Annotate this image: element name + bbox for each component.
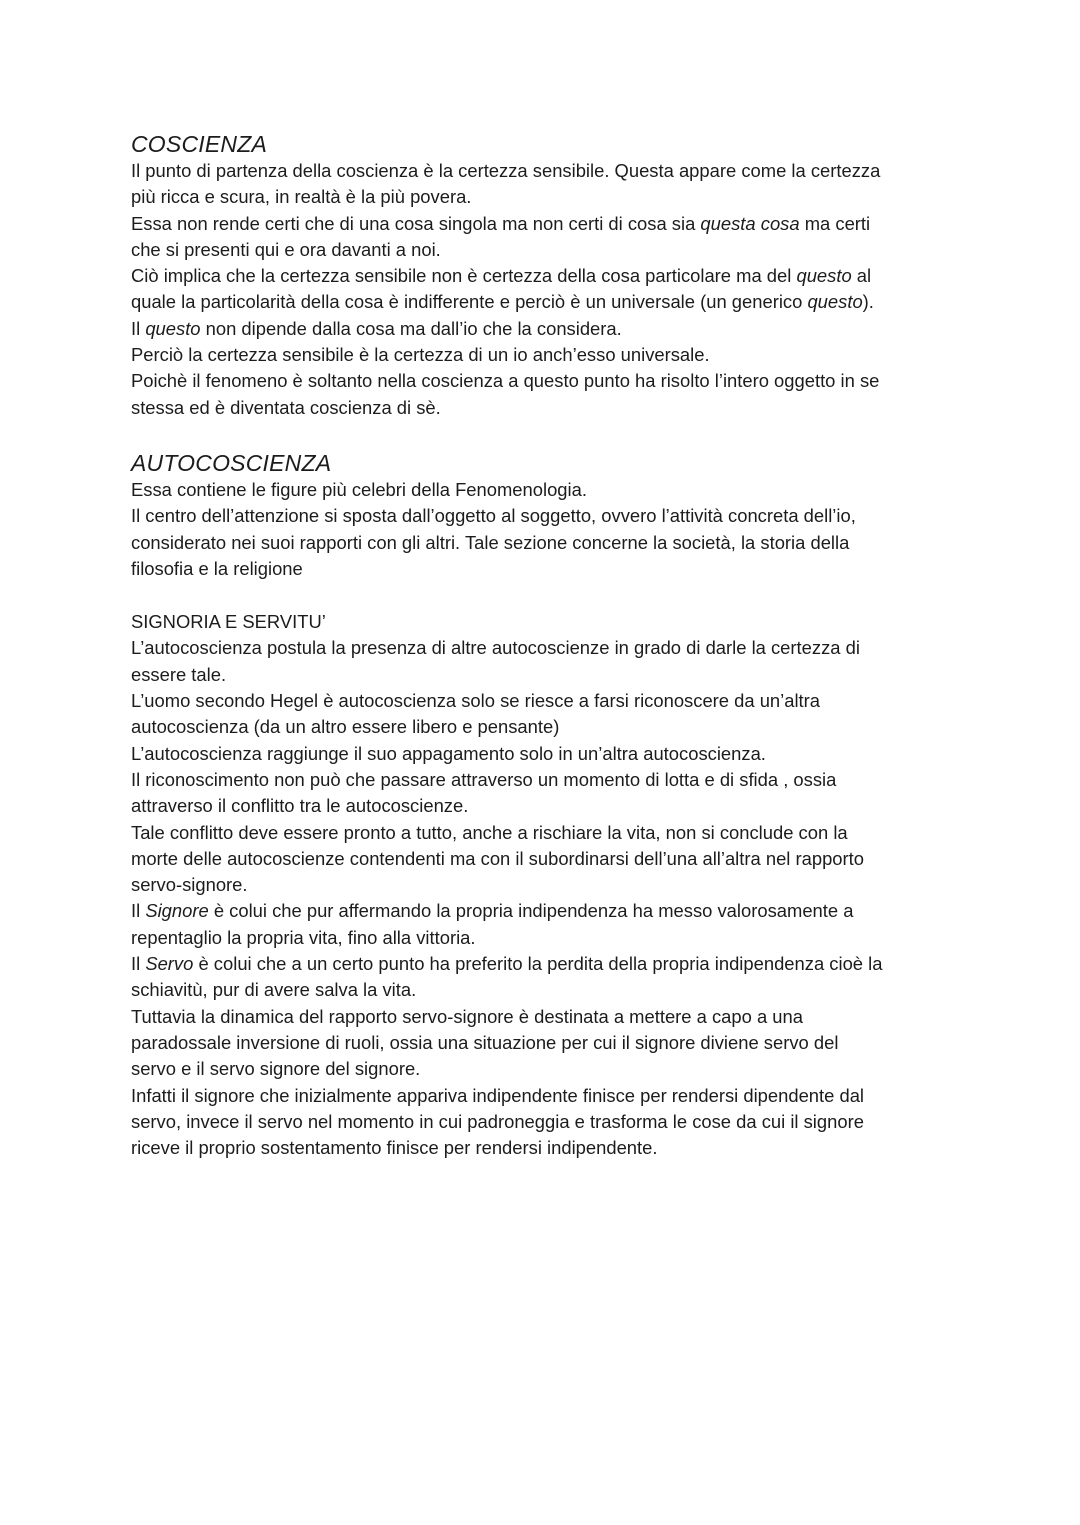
text-segment: schiavitù, pur di avere salva la vita. <box>131 979 417 1001</box>
text-line <box>131 977 961 1003</box>
text-segment: Essa contiene le figure più celebri della Fenomenologia. <box>131 478 587 500</box>
italic-term: questa cosa <box>700 212 800 234</box>
text-line <box>131 662 961 688</box>
text-segment: L’autocoscienza postula la presenza di altre autocoscienze in grado di darle la certezza di <box>131 637 860 659</box>
text-line <box>131 793 961 819</box>
text-line <box>131 158 961 184</box>
paragraph-autocoscienza <box>131 477 961 582</box>
text-segment: al <box>851 265 872 287</box>
italic-term: Servo <box>145 953 194 975</box>
text-segment: L’uomo secondo Hegel è autocoscienza solo se riesce a farsi riconoscere da un’altra <box>131 690 821 712</box>
italic-term: questo <box>796 265 852 287</box>
text-line <box>131 688 961 714</box>
text-segment: repentaglio la propria vita, fino alla vittoria. <box>131 926 476 948</box>
text-segment: autocoscienza (da un altro essere libero e pensante) <box>131 716 560 738</box>
text-line <box>131 477 961 503</box>
paragraph-coscienza <box>131 158 961 421</box>
text-segment: Essa non rende certi che di una cosa singola ma non certi di cosa sia <box>131 212 701 234</box>
text-line <box>131 556 961 582</box>
text-segment: filosofia e la religione <box>131 557 303 579</box>
text-segment: essere tale. <box>131 663 227 685</box>
text-line <box>131 184 961 210</box>
text-segment: Tale conflitto deve essere pronto a tutto, anche a rischiare la vita, non si conclude con la <box>131 821 848 843</box>
text-segment: Ciò implica che la certezza sensibile non è certezza della cosa particolare ma del <box>131 265 797 287</box>
text-line <box>131 289 961 315</box>
text-segment: Perciò la certezza sensibile è la certezza di un io anch’esso universale. <box>131 344 710 366</box>
text-segment: stessa ed è diventata coscienza di sè. <box>131 396 441 418</box>
text-segment: ). <box>862 291 874 313</box>
text-line <box>131 714 961 740</box>
text-segment: Il riconoscimento non può che passare attraverso un momento di lotta e di sfida , ossia <box>131 768 837 790</box>
text-segment: Tuttavia la dinamica del rapporto servo-signore è destinata a mettere a capo a una <box>131 1005 803 1027</box>
document-page <box>131 130 961 1161</box>
text-line <box>131 368 961 394</box>
text-line <box>131 635 961 661</box>
text-segment: ma certi <box>799 212 871 234</box>
spacer <box>131 582 961 609</box>
text-segment: più ricca e scura, in realtà è la più povera. <box>131 186 472 208</box>
text-segment: Poichè il fenomeno è soltanto nella coscienza a questo punto ha risolto l’intero oggetto in se <box>131 370 880 392</box>
text-line <box>131 1056 961 1082</box>
text-segment: servo, invece il servo nel momento in cui padroneggia e trasforma le cose da cui il signore <box>131 1110 864 1132</box>
text-segment: riceve il proprio sostentamento finisce per rendersi indipendente. <box>131 1137 658 1159</box>
paragraph-signoria-servitu <box>131 635 961 1161</box>
text-segment: Il <box>131 317 146 339</box>
text-segment: Il <box>131 953 146 975</box>
text-segment: Il punto di partenza della coscienza è la certezza sensibile. Questa appare come la certezza <box>131 160 881 181</box>
text-segment: non dipende dalla cosa ma dall’io che la considera. <box>200 317 622 339</box>
text-line <box>131 237 961 263</box>
text-line <box>131 342 961 368</box>
text-line <box>131 1083 961 1109</box>
text-line <box>131 820 961 846</box>
text-line <box>131 530 961 556</box>
text-segment: è colui che a un certo punto ha preferito la perdita della propria indipendenza cioè la <box>193 953 883 975</box>
text-line <box>131 211 961 237</box>
text-segment: L’autocoscienza raggiunge il suo appagamento solo in un’altra autocoscienza. <box>131 742 766 764</box>
text-line <box>131 395 961 421</box>
italic-term: questo <box>145 317 201 339</box>
text-segment: servo e il servo signore del signore. <box>131 1058 421 1080</box>
text-line <box>131 1030 961 1056</box>
text-segment: Il <box>131 900 146 922</box>
text-segment: che si presenti qui e ora davanti a noi. <box>131 238 441 260</box>
text-line <box>131 1109 961 1135</box>
text-segment: attraverso il conflitto tra le autocoscienze. <box>131 795 469 817</box>
spacer <box>131 421 961 449</box>
text-line <box>131 898 961 924</box>
italic-term: Signore <box>145 900 209 922</box>
text-line <box>131 1004 961 1030</box>
text-segment: Il centro dell’attenzione si sposta dall’oggetto al soggetto, ovvero l’attività concreta dell’io, <box>131 505 856 527</box>
text-line <box>131 925 961 951</box>
text-line <box>131 503 961 529</box>
text-segment: considerato nei suoi rapporti con gli altri. Tale sezione concerne la società, la storia della <box>131 531 850 553</box>
text-segment: paradossale inversione di ruoli, ossia una situazione per cui il signore diviene servo del <box>131 1031 839 1053</box>
text-segment: Infatti il signore che inizialmente appariva indipendente finisce per rendersi dipendente dal <box>131 1084 865 1106</box>
subsection-title-signoria: SIGNORIA E SERVITU’ <box>131 611 326 633</box>
section-title-coscienza: COSCIENZA <box>131 131 267 157</box>
text-line <box>131 741 961 767</box>
text-line <box>131 316 961 342</box>
text-line <box>131 951 961 977</box>
text-line <box>131 263 961 289</box>
text-line <box>131 846 961 872</box>
text-segment: servo-signore. <box>131 874 248 896</box>
section-title-autocoscienza: AUTOCOSCIENZA <box>131 449 332 476</box>
text-line <box>131 1135 961 1161</box>
text-segment: è colui che pur affermando la propria indipendenza ha messo valorosamente a <box>208 900 854 922</box>
text-segment: morte delle autocoscienze contendenti ma con il subordinarsi dell’una all’altra nel rapporto <box>131 847 864 869</box>
text-line <box>131 767 961 793</box>
text-segment: quale la particolarità della cosa è indifferente e perciò è un universale (un generico <box>131 291 808 313</box>
italic-term: questo <box>807 291 863 313</box>
text-line <box>131 872 961 898</box>
